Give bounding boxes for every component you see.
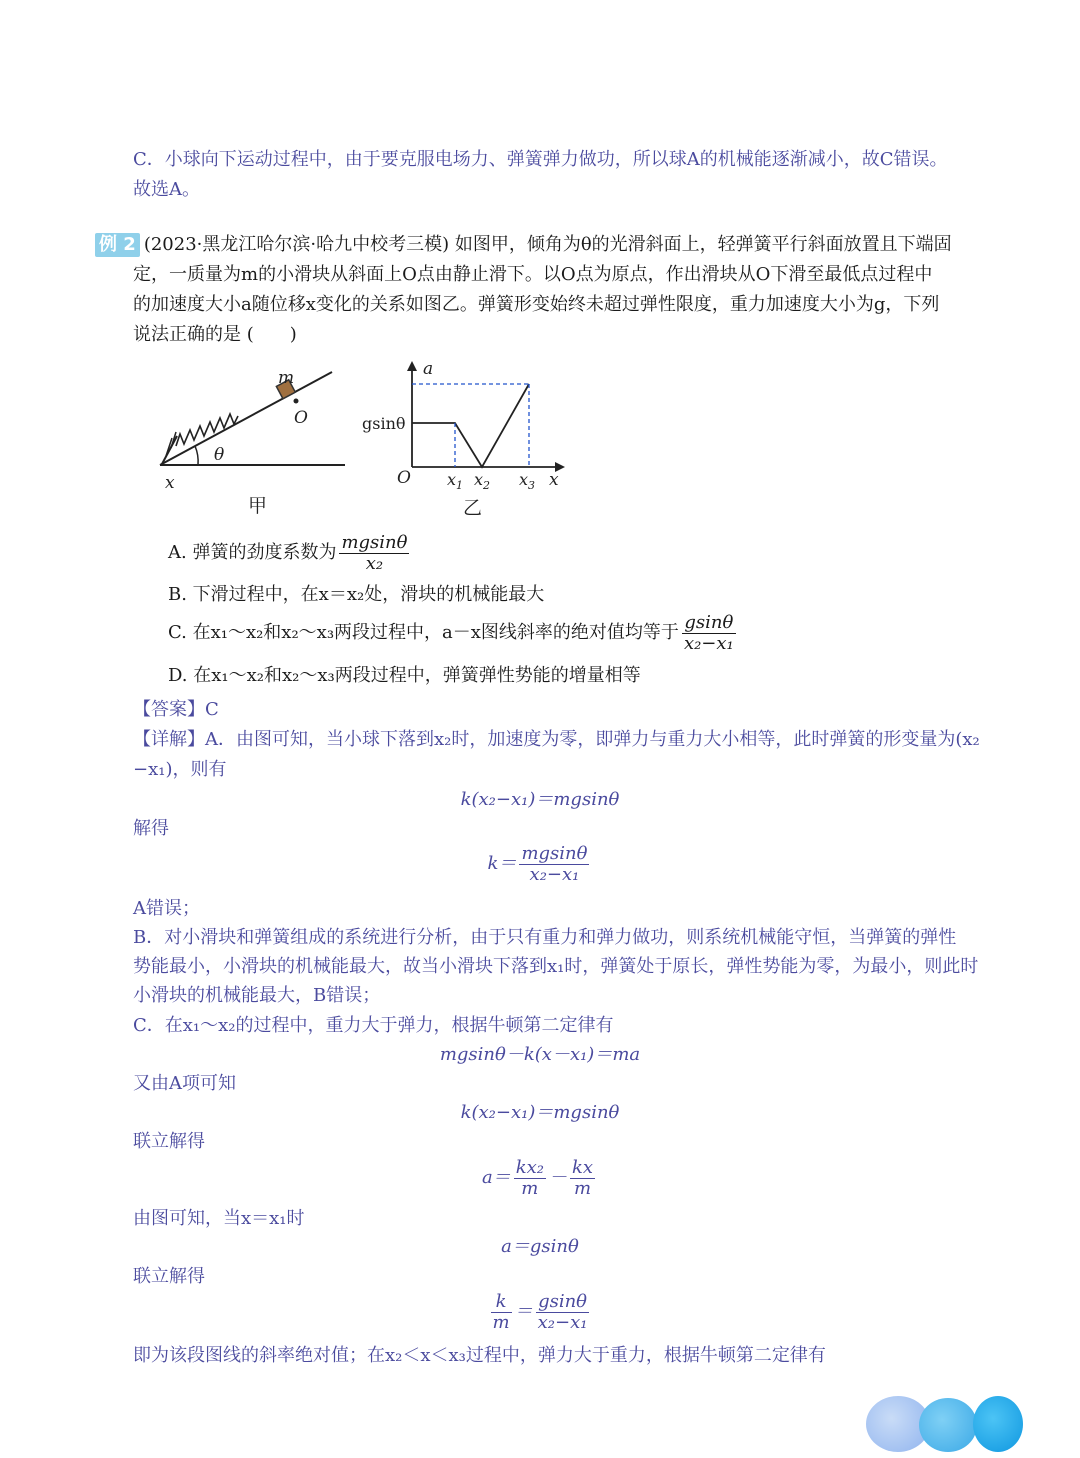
detail-line-2: −x₁)，则有 [133,759,227,780]
point-o-label: O [294,408,308,428]
decor-bubble-3 [973,1396,1023,1452]
example-line-2: 定，一质量为m的小滑块从斜面上O点由静止滑下。以O点为原点，作出滑块从O下滑至最低点过程中 [133,264,933,285]
mass-label: m [278,368,295,388]
figure-yi-caption: 乙 [463,497,483,519]
x2-tick-label: $x_2$ [474,470,491,492]
example-line-4: 说法正确的是 ( ) [133,324,297,345]
solution-line-2: 故选A。 [133,179,200,200]
spring-zigzag [176,414,238,446]
solve-1: 解得 [133,818,169,839]
a-wrong: A错误； [133,898,200,919]
y-axis-arrow [407,361,417,371]
equation-3: mgsinθ－k(x－x₁)＝ma [439,1044,641,1065]
option-a: A. 弹簧的劲度系数为 $\frac{mgsin\theta}{\text{x₂}}$ [168,531,408,574]
detail-b-2: 势能最小，小滑块的机械能最大，故当小滑块下落到x₁时，弹簧处于原长，弹性势能为零，为最小，则此时 [133,956,979,977]
example-text-1: (2023·黑龙江哈尔滨·哈九中校考三模) 如图甲，倾角为θ的光滑斜面上，轻弹簧平行斜面放置且下端固 [143,234,952,255]
x-axis-label: x [549,470,559,490]
x-direction-label: x [165,473,175,493]
solution-line-1: C．小球向下运动过程中，由于要克服电场力、弹簧弹力做功，所以球A的机械能逐渐减小，故C错误。 [133,149,948,170]
solve-3: 联立解得 [133,1266,205,1287]
angle-label: θ [214,445,225,465]
decor-bubble-2 [919,1398,977,1452]
answer: 【答案】C [133,699,219,720]
solve-2: 联立解得 [133,1131,205,1152]
detail-c-1: C．在x₁～x₂的过程中，重力大于弹力，根据牛顿第二定律有 [133,1015,614,1036]
y-axis-label: a [423,359,434,379]
point-o-dot [294,399,299,404]
detail-last: 即为该段图线的斜率绝对值；在x₂＜x＜x₃过程中，弹力大于重力，根据牛顿第二定律有 [133,1345,826,1366]
equation-4: k(x₂−x₁)＝mgsinθ [460,1102,620,1123]
option-d: D. 在x₁～x₂和x₂～x₃两段过程中，弹簧弹性势能的增量相等 [168,665,641,686]
from-graph: 由图可知，当x＝x₁时 [133,1208,305,1229]
example-label: 例 2 [95,233,140,257]
figure-jia-caption: 甲 [248,495,268,517]
figure-incline [150,360,360,525]
detail-line-1: 【详解】A．由图可知，当小球下落到x₂时，加速度为零，即弹力与重力大小相等，此时弹簧的形变量为(x₂ [133,729,980,750]
equation-1: k(x₂−x₁)＝mgsinθ [460,789,620,810]
origin-label: O [397,468,411,488]
option-b: B. 下滑过程中，在x＝x₂处，滑块的机械能最大 [168,584,545,605]
example-line-1 [95,233,952,257]
equation-2: k＝ $\frac{mgsin\theta}{\text{x₂−x₁}}$ [487,842,588,885]
from-a: 又由A项可知 [133,1073,236,1094]
graph-line [412,384,529,467]
figure-graph [355,355,580,525]
x3-tick-label: $x_3$ [519,470,536,492]
option-c: C. 在x₁～x₂和x₂～x₃两段过程中，a－x图线斜率的绝对值均等于 $\frac{gsin\theta}{\text{x₂−x₁}}$ [168,611,734,654]
equation-7: $\frac{k}{m}$ ＝ $\frac{gsin\theta}{\text{x₂−x₁}}$ [492,1290,588,1333]
x1-tick-label: $x_1$ [447,470,464,492]
detail-b-3: 小滑块的机械能最大，B错误； [133,985,381,1006]
y-tick-label: gsinθ [362,414,406,433]
detail-b-1: B．对小滑块和弹簧组成的系统进行分析，由于只有重力和弹力做功，则系统机械能守恒，当弹簧的弹性 [133,927,957,948]
equation-5: a＝ $\frac{\text{kx₂}}{m}$ － $\frac{kx}{m}$ [481,1156,594,1199]
example-line-3: 的加速度大小a随位移x变化的关系如图乙。弹簧形变始终未超过弹性限度，重力加速度大小为g，下列 [133,294,940,315]
angle-arc [195,446,198,465]
equation-6: a＝gsinθ [501,1236,579,1257]
